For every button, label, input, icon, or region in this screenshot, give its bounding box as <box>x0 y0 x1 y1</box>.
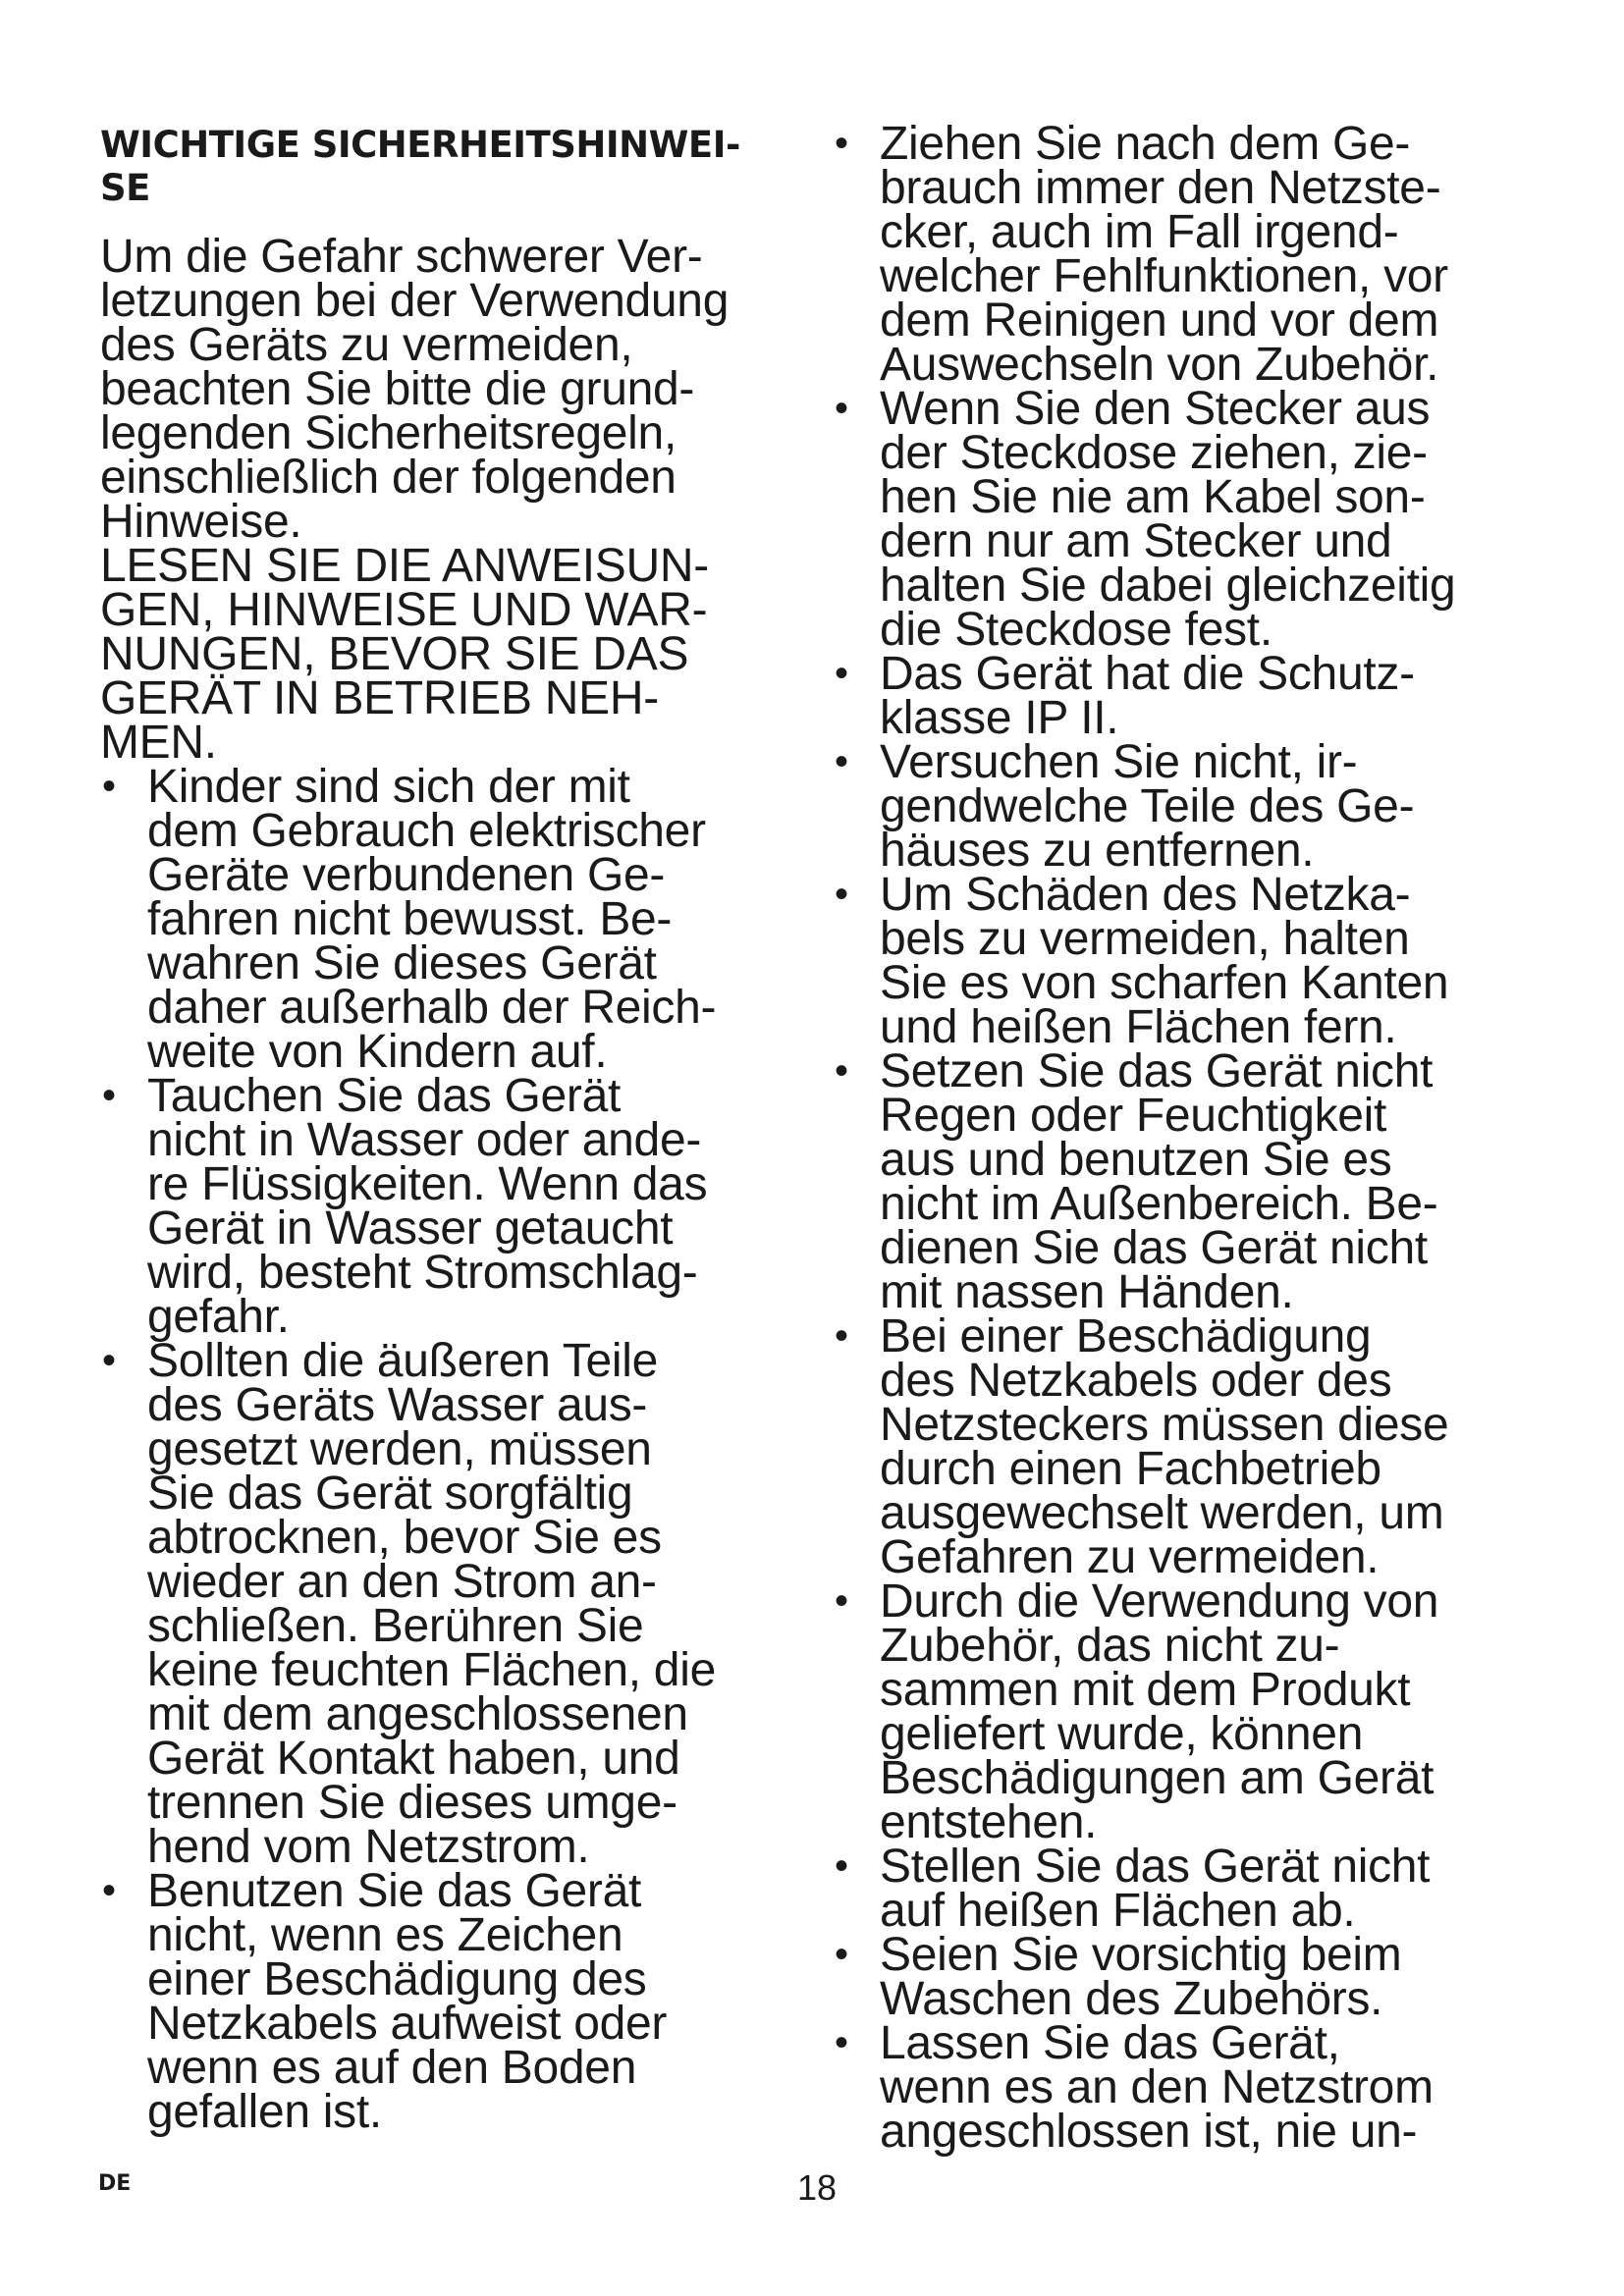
list-item-text: Tauchen Sie das Gerät nicht in Wasser oder ande- re Flüssigkeiten. Wenn das Gerät in Wasser getaucht wird, besteht Stromschlag- gefahr. <box>147 1070 708 1343</box>
bullet-icon: • <box>835 387 848 430</box>
list-item <box>833 118 1455 391</box>
list-item-text: Sollten die äußeren Teile des Geräts Wasser aus- gesetzt werden, müssen Sie das Gerät sorgfältig abtrocknen, bevor Sie es wieder an den Strom an- schließen. Berühren Sie keine feuchten Flächen, die mit dem angeschlossenen Gerät Kontakt haben, und trennen Sie dieses umge- hend vom Netzstrom. <box>147 1335 716 1873</box>
bullet-icon: • <box>835 873 848 916</box>
list-item-text: Benutzen Sie das Gerät nicht, wenn es Zeichen einer Beschädigung des Netzkabels aufweist oder wenn es auf den Boden gefallen ist. <box>147 1865 668 2138</box>
list-item-text: Das Gerät hat die Schutz- klasse IP II. <box>880 648 1415 744</box>
right-bullet-list <box>833 118 1456 2158</box>
bullet-icon: • <box>835 1844 848 1888</box>
list-item-text: Um Schäden des Netzka- bels zu vermeiden, halten Sie es von scharfen Kanten und heißen Flächen fern. <box>880 869 1449 1053</box>
list-item-text: Bei einer Beschädigung des Netzkabels oder des Netzsteckers müssen diese durch einen Fachbetrieb ausgewechselt werden, um Gefahren zu vermeiden. <box>880 1310 1449 1583</box>
list-item <box>100 761 717 1078</box>
list-item-text: Versuchen Sie nicht, ir- gendwelche Teile des Ge- häuses zu entfernen. <box>880 736 1415 877</box>
list-item <box>833 383 1456 656</box>
list-item <box>833 1575 1455 1848</box>
list-item-text: Setzen Sie das Gerät nicht Regen oder Feuchtigkeit aus und benutzen Sie es nicht im Außenbereich. Be- dienen Sie das Gerät nicht mit nassen Händen. <box>880 1045 1438 1318</box>
list-item-text: Seien Sie vorsichtig beim Waschen des Zubehörs. <box>880 1929 1402 2025</box>
bullet-icon: • <box>102 1339 116 1382</box>
list-item-text: Wenn Sie den Stecker aus der Steckdose ziehen, zie- hen Sie nie am Kabel son- dern nur am Stecker und halten Sie dabei gleichzeitig die Steckdose fest. <box>880 383 1456 656</box>
list-item <box>100 1865 716 2138</box>
section-heading: WICHTIGE SICHERHEITSHINWEI- SE <box>100 124 740 209</box>
list-item <box>100 1070 716 1343</box>
list-item <box>833 1045 1455 1318</box>
bullet-icon: • <box>835 1579 848 1623</box>
bullet-icon: • <box>102 1869 116 1912</box>
list-item <box>100 1335 716 1873</box>
list-item <box>833 648 1455 744</box>
intro-paragraph: Um die Gefahr schwerer Ver- letzungen bei der Verwendung des Geräts zu vermeiden, beachten Sie bitte die grund- legenden Sicherheitsregeln, einschließlich der folgenden Hinweise. <box>100 231 730 548</box>
list-item-text: Durch die Verwendung von Zubehör, das nicht zu- sammen mit dem Produkt geliefert wurde, können Beschädigungen am Gerät entstehen. <box>880 1575 1439 1848</box>
list-item <box>833 736 1455 877</box>
bullet-icon: • <box>835 2021 848 2064</box>
list-item <box>833 2017 1455 2158</box>
bullet-icon: • <box>835 1049 848 1093</box>
bullet-icon: • <box>102 1074 116 1117</box>
caps-warning: LESEN SIE DIE ANWEISUN- GEN, HINWEISE UND WAR- NUNGEN, BEVOR SIE DAS GERÄT IN BETRIEB NEH- MEN. <box>100 540 709 769</box>
list-item-text: Lassen Sie das Gerät, wenn es an den Netzstrom angeschlossen ist, nie un- <box>880 2017 1434 2158</box>
language-code: DE <box>98 2171 132 2196</box>
list-item <box>833 869 1455 1053</box>
list-item <box>833 1841 1455 1937</box>
list-item-text: Ziehen Sie nach dem Ge- brauch immer den Netzste- cker, auch im Fall irgend- welcher Fehlfunktionen, vor dem Reinigen und vor dem Auswechseln von Zubehör. <box>880 118 1448 391</box>
bullet-icon: • <box>835 740 848 783</box>
bullet-icon: • <box>835 122 848 165</box>
list-item-text: Stellen Sie das Gerät nicht auf heißen Flächen ab. <box>880 1841 1431 1937</box>
page-number: 18 <box>797 2167 838 2208</box>
bullet-icon: • <box>835 1933 848 1976</box>
list-item-text: Kinder sind sich der mit dem Gebrauch elektrischer Geräte verbundenen Ge- fahren nicht bewusst. Be- wahren Sie dieses Gerät daher außerhalb der Reich- weite von Kindern auf. <box>147 761 717 1078</box>
list-item <box>833 1310 1455 1583</box>
left-bullet-list <box>100 761 717 2138</box>
bullet-icon: • <box>835 652 848 695</box>
bullet-icon: • <box>835 1314 848 1358</box>
bullet-icon: • <box>102 765 116 808</box>
list-item <box>833 1929 1455 2025</box>
